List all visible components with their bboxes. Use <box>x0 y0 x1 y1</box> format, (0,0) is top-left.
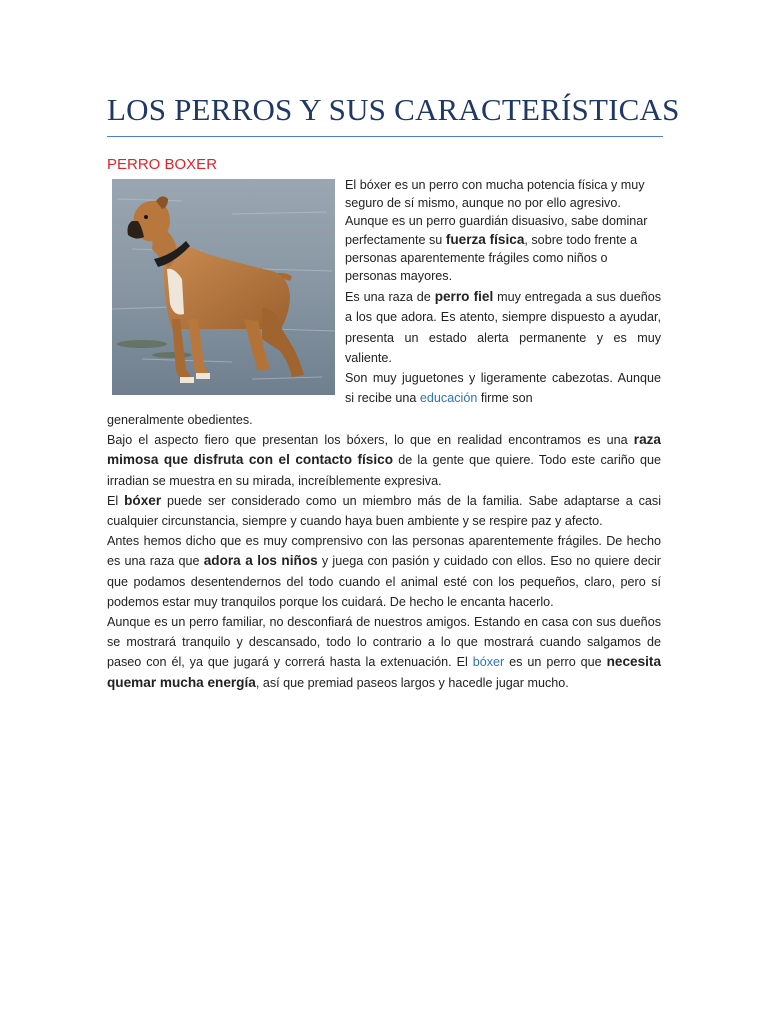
paragraph-4-bold: raza mimosa que disfruta con el contacto físico <box>107 432 661 468</box>
paragraph-6-bold: adora a los niños <box>203 553 318 569</box>
paragraph-4-start: Bajo el aspecto fiero que presentan los bóxers, lo que en realidad encontramos es una <box>107 433 634 448</box>
paragraph-2-bold: perro fiel <box>434 289 494 305</box>
paragraph-2-start: Es una raza de <box>345 290 435 305</box>
paragraph-5-bold: bóxer <box>124 492 162 508</box>
title-underline <box>107 136 663 137</box>
boxer-link[interactable]: bóxer <box>472 655 505 670</box>
paragraph-6 <box>107 531 661 612</box>
paragraph-3-start: Son muy juguetones y ligeramente cabezotas. Aunque si recibe una <box>345 371 661 406</box>
paragraph-3-continuation: generalmente obedientes. <box>107 413 253 427</box>
paragraph-4 <box>107 430 661 491</box>
paragraph-7-start: Aunque es un perro familiar, no desconfiará de nuestros amigos. Estando en casa con sus dueños se mostrará tranquilo y descansado, todo lo contrario a lo que mostrará cuando salgamos de paseo con él, ya que jugará y correrá hasta la extenuación. El <box>107 615 661 670</box>
paragraph-3-mid: firme son <box>477 391 533 406</box>
section-heading: PERRO BOXER <box>107 156 218 173</box>
paragraph-7 <box>107 612 661 693</box>
paragraph-7-mid: es un perro que <box>504 655 607 670</box>
paragraph-7-end: , así que premiad paseos largos y hacedle jugar mucho. <box>255 675 569 690</box>
main-text <box>107 410 661 693</box>
paragraph-1 <box>345 176 661 285</box>
boxer-dog-photo <box>112 179 335 395</box>
paragraph-3 <box>345 368 661 408</box>
paragraph-5-end: puede ser considerado como un miembro más de la familia. Sabe adaptarse a casi cualquier circunstancia, siempre y cuando haya buen ambiente y se respire paz y afecto. <box>107 493 661 529</box>
paragraph-1-end: , sobre todo frente a personas aparentemente frágiles como niños o personas mayores. <box>345 232 638 284</box>
paragraph-4-end: de la gente que quiere. Todo este cariño que irradian se muestra en su mirada, increíblemente expresiva. <box>107 453 661 488</box>
paragraph-5 <box>107 491 661 531</box>
intro-column <box>345 176 661 408</box>
paragraph-6-end: y juega con pasión y cuidado con ellos. Eso no quiere decir que podamos desentendernos del todo cuando el animal esté con los pequeños, claro, pero sí podemos estar muy tranquilos porque los cuidará. De hecho le encanta hacerlo. <box>107 554 661 609</box>
page-title: LOS PERROS Y SUS CARACTERÍSTICAS <box>107 92 680 127</box>
paragraph-2 <box>345 287 661 368</box>
paragraph-6-start: Antes hemos dicho que es muy comprensivo con las personas aparentemente frágiles. De hecho es una raza que <box>107 534 661 569</box>
paragraph-7-bold: necesita quemar mucha energía <box>107 654 662 690</box>
paragraph-5-start: El <box>107 493 125 508</box>
paragraph-2-end: muy entregada a sus dueños a los que adora. Es atento, siempre dispuesto a ayudar, presenta un estado alerta permanente y es muy valiente. <box>345 290 661 365</box>
paragraph-1-text: El bóxer es un perro con mucha potencia física y muy seguro de sí mismo, aunque no por ello agresivo. Aunque es un perro guardián disuasivo, sabe dominar perfectamente su <box>345 178 648 247</box>
educacion-link[interactable]: educación <box>419 391 478 406</box>
paragraph-1-bold: fuerza física <box>445 231 525 247</box>
